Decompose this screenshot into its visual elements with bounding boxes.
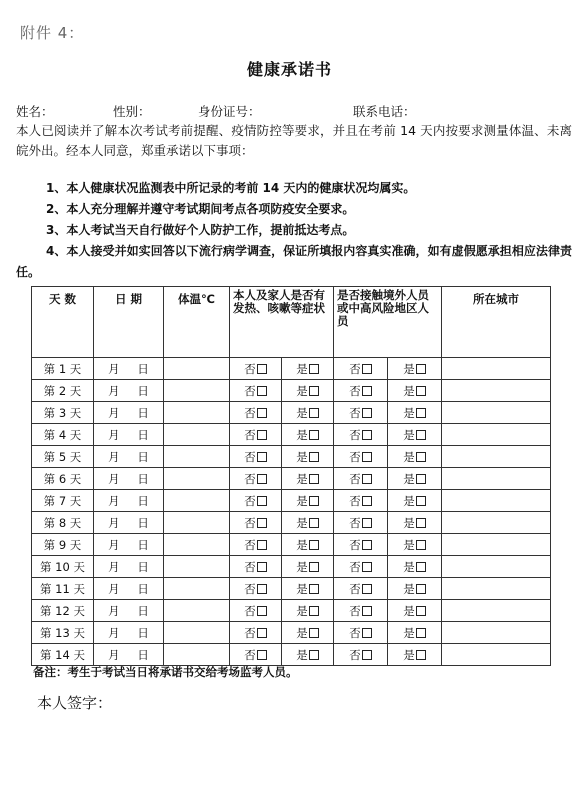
date-cell[interactable]: 月 日 [94,402,164,424]
contact-yes[interactable] [388,446,442,468]
checkbox-icon[interactable] [309,606,319,616]
date-cell[interactable]: 月 日 [94,446,164,468]
header-date: 日 期 [94,287,164,358]
symptom-no-label: 否 [244,537,256,552]
city-cell[interactable] [442,468,551,490]
checkbox-icon[interactable] [257,606,267,616]
temperature-cell[interactable] [164,556,230,578]
checkbox-icon[interactable] [362,408,372,418]
checkbox-icon[interactable] [257,518,267,528]
header-contact: 是否接触境外人员或中高风险地区人员 [334,287,442,358]
day-cell: 第 10 天 [32,556,94,578]
symptom-yes-label: 是 [296,581,308,596]
symptom-no[interactable] [230,358,282,380]
contact-no[interactable] [334,468,388,490]
contact-yes-label: 是 [403,449,415,464]
symptom-no[interactable] [230,380,282,402]
city-cell[interactable] [442,556,551,578]
symptom-no[interactable] [230,578,282,600]
name-field-label: 姓名： [16,104,54,119]
contact-yes-label: 是 [403,361,415,376]
day-cell: 第 5 天 [32,446,94,468]
table-row [32,468,551,490]
symptom-yes-label: 是 [296,383,308,398]
symptom-no[interactable] [230,490,282,512]
symptom-yes-label: 是 [296,449,308,464]
contact-yes[interactable] [388,424,442,446]
contact-yes-label: 是 [403,493,415,508]
symptom-yes[interactable] [282,468,334,490]
checkbox-icon[interactable] [416,540,426,550]
checkbox-icon[interactable] [362,474,372,484]
symptom-yes-label: 是 [296,405,308,420]
symptom-no-label: 否 [244,581,256,596]
table-row [32,534,551,556]
checkbox-icon[interactable] [309,452,319,462]
contact-yes[interactable] [388,402,442,424]
temperature-cell[interactable] [164,358,230,380]
table-row [32,578,551,600]
contact-no[interactable] [334,402,388,424]
symptom-yes[interactable] [282,622,334,644]
table-row [32,446,551,468]
checkbox-icon[interactable] [309,408,319,418]
health-monitor-table [31,286,551,666]
symptom-no-label: 否 [244,559,256,574]
contact-yes[interactable] [388,534,442,556]
checkbox-icon[interactable] [257,496,267,506]
temperature-cell[interactable] [164,600,230,622]
contact-no-label: 否 [349,383,361,398]
date-cell[interactable]: 月 日 [94,578,164,600]
checkbox-icon[interactable] [309,518,319,528]
checkbox-icon[interactable] [416,452,426,462]
day-cell: 第 1 天 [32,358,94,380]
checkbox-icon[interactable] [362,496,372,506]
commitment-item: 3、本人考试当天自行做好个人防护工作，提前抵达考点。 [46,223,355,237]
contact-yes[interactable] [388,358,442,380]
contact-no[interactable] [334,512,388,534]
symptom-yes[interactable] [282,424,334,446]
contact-yes[interactable] [388,556,442,578]
symptom-no-label: 否 [244,361,256,376]
contact-yes[interactable] [388,644,442,666]
date-cell[interactable]: 月 日 [94,380,164,402]
symptom-no-label: 否 [244,515,256,530]
checkbox-icon[interactable] [416,408,426,418]
temperature-cell[interactable] [164,446,230,468]
symptom-yes[interactable] [282,578,334,600]
symptom-yes-label: 是 [296,515,308,530]
checkbox-icon[interactable] [362,650,372,660]
date-cell[interactable]: 月 日 [94,490,164,512]
contact-yes-label: 是 [403,559,415,574]
day-cell: 第 13 天 [32,622,94,644]
date-cell[interactable]: 月 日 [94,556,164,578]
intro-paragraph: 本人已阅读并了解本次考试考前提醒、疫情防控等要求，并且在考前 14 天内按要求测量体温、未离皖外出。经本人同意，郑重承诺以下事项： [16,123,572,158]
contact-no-label: 否 [349,405,361,420]
contact-yes[interactable] [388,622,442,644]
city-cell[interactable] [442,402,551,424]
contact-yes-label: 是 [403,603,415,618]
symptom-yes[interactable] [282,402,334,424]
checkbox-icon[interactable] [257,452,267,462]
symptom-no[interactable] [230,512,282,534]
symptom-no-label: 否 [244,647,256,662]
symptom-no[interactable] [230,534,282,556]
temperature-cell[interactable] [164,402,230,424]
checkbox-icon[interactable] [416,628,426,638]
contact-no[interactable] [334,600,388,622]
checkbox-icon[interactable] [362,430,372,440]
temperature-cell[interactable] [164,622,230,644]
contact-no[interactable] [334,644,388,666]
date-cell[interactable]: 月 日 [94,424,164,446]
symptom-yes-label: 是 [296,559,308,574]
symptom-yes[interactable] [282,512,334,534]
commitment-item: 1、本人健康状况监测表中所记录的考前 14 天内的健康状况均属实。 [46,181,416,195]
contact-yes[interactable] [388,578,442,600]
symptom-no-label: 否 [244,449,256,464]
id-number-field-label: 身份证号： [198,104,261,119]
contact-no-label: 否 [349,581,361,596]
date-cell[interactable]: 月 日 [94,512,164,534]
contact-yes[interactable] [388,490,442,512]
contact-yes[interactable] [388,512,442,534]
checkbox-icon[interactable] [416,496,426,506]
contact-no[interactable] [334,380,388,402]
symptom-yes[interactable] [282,490,334,512]
day-cell: 第 7 天 [32,490,94,512]
city-cell[interactable] [442,534,551,556]
temperature-cell[interactable] [164,534,230,556]
symptom-no[interactable] [230,424,282,446]
checkbox-icon[interactable] [362,606,372,616]
checkbox-icon[interactable] [362,518,372,528]
city-cell[interactable] [442,512,551,534]
contact-no[interactable] [334,556,388,578]
city-cell[interactable] [442,358,551,380]
contact-no[interactable] [334,622,388,644]
day-cell: 第 11 天 [32,578,94,600]
contact-yes-label: 是 [403,647,415,662]
symptom-yes-label: 是 [296,493,308,508]
symptom-no-label: 否 [244,471,256,486]
city-cell[interactable] [442,446,551,468]
symptom-no[interactable] [230,446,282,468]
table-row [32,402,551,424]
symptom-no[interactable] [230,622,282,644]
checkbox-icon[interactable] [416,474,426,484]
header-temperature: 体温℃ [164,287,230,358]
contact-yes-label: 是 [403,427,415,442]
checkbox-icon[interactable] [257,584,267,594]
checkbox-icon[interactable] [416,364,426,374]
symptom-no-label: 否 [244,383,256,398]
symptom-yes-label: 是 [296,471,308,486]
symptom-no[interactable] [230,644,282,666]
symptom-no[interactable] [230,468,282,490]
checkbox-icon[interactable] [257,408,267,418]
checkbox-icon[interactable] [257,474,267,484]
contact-no-label: 否 [349,427,361,442]
city-cell[interactable] [442,622,551,644]
symptom-no-label: 否 [244,493,256,508]
checkbox-icon[interactable] [309,474,319,484]
day-cell: 第 3 天 [32,402,94,424]
checkbox-icon[interactable] [416,562,426,572]
symptom-yes-label: 是 [296,647,308,662]
contact-no-label: 否 [349,471,361,486]
checkbox-icon[interactable] [416,650,426,660]
header-days: 天 数 [32,287,94,358]
table-row [32,424,551,446]
contact-yes-label: 是 [403,625,415,640]
symptom-yes-label: 是 [296,427,308,442]
day-cell: 第 8 天 [32,512,94,534]
checkbox-icon[interactable] [257,364,267,374]
contact-no-label: 否 [349,537,361,552]
contact-no-label: 否 [349,625,361,640]
contact-no-label: 否 [349,361,361,376]
table-header-row [32,287,551,358]
checkbox-icon[interactable] [416,430,426,440]
symptom-yes[interactable] [282,556,334,578]
temperature-cell[interactable] [164,468,230,490]
day-cell: 第 12 天 [32,600,94,622]
contact-no-label: 否 [349,647,361,662]
symptom-yes[interactable] [282,358,334,380]
checkbox-icon[interactable] [257,386,267,396]
contact-no[interactable] [334,446,388,468]
checkbox-icon[interactable] [309,584,319,594]
checkbox-icon[interactable] [309,628,319,638]
city-cell[interactable] [442,490,551,512]
city-cell[interactable] [442,424,551,446]
date-cell[interactable]: 月 日 [94,644,164,666]
contact-yes-label: 是 [403,537,415,552]
checkbox-icon[interactable] [257,628,267,638]
day-cell: 第 14 天 [32,644,94,666]
contact-yes-label: 是 [403,471,415,486]
contact-yes-label: 是 [403,383,415,398]
checkbox-icon[interactable] [257,540,267,550]
table-row [32,380,551,402]
checkbox-icon[interactable] [309,496,319,506]
contact-yes-label: 是 [403,405,415,420]
contact-no[interactable] [334,358,388,380]
commitment-list [16,178,572,283]
checkbox-icon[interactable] [362,452,372,462]
symptom-no-label: 否 [244,603,256,618]
symptom-no[interactable] [230,402,282,424]
contact-no[interactable] [334,534,388,556]
phone-field-label: 联系电话： [353,104,416,119]
symptom-yes-label: 是 [296,603,308,618]
temperature-cell[interactable] [164,424,230,446]
signature-label: 本人签字： [37,694,113,712]
attachment-label: 附件 4： [20,24,85,42]
temperature-cell[interactable] [164,380,230,402]
checkbox-icon[interactable] [309,562,319,572]
sex-field-label: 性别： [113,104,151,119]
contact-no[interactable] [334,424,388,446]
checkbox-icon[interactable] [416,386,426,396]
contact-no-label: 否 [349,449,361,464]
symptom-yes-label: 是 [296,537,308,552]
city-cell[interactable] [442,644,551,666]
checkbox-icon[interactable] [309,364,319,374]
checkbox-icon[interactable] [309,540,319,550]
day-cell: 第 6 天 [32,468,94,490]
day-cell: 第 2 天 [32,380,94,402]
symptom-yes[interactable] [282,644,334,666]
symptom-yes-label: 是 [296,625,308,640]
checkbox-icon[interactable] [362,386,372,396]
symptom-no-label: 否 [244,427,256,442]
temperature-cell[interactable] [164,490,230,512]
checkbox-icon[interactable] [416,606,426,616]
date-cell[interactable]: 月 日 [94,468,164,490]
checkbox-icon[interactable] [416,518,426,528]
symptom-yes[interactable] [282,534,334,556]
checkbox-icon[interactable] [309,650,319,660]
header-symptom: 本人及家人是否有发热、咳嗽等症状 [230,287,334,358]
checkbox-icon[interactable] [257,650,267,660]
checkbox-icon[interactable] [309,430,319,440]
table-row [32,512,551,534]
checkbox-icon[interactable] [362,540,372,550]
note-text: 备注：考生于考试当日将承诺书交给考场监考人员。 [33,665,298,679]
symptom-yes[interactable] [282,380,334,402]
contact-yes-label: 是 [403,515,415,530]
symptom-no-label: 否 [244,625,256,640]
contact-yes[interactable] [388,468,442,490]
table-row [32,556,551,578]
checkbox-icon[interactable] [257,430,267,440]
table-row [32,644,551,666]
date-cell[interactable]: 月 日 [94,600,164,622]
contact-no[interactable] [334,578,388,600]
day-cell: 第 4 天 [32,424,94,446]
checkbox-icon[interactable] [362,364,372,374]
date-cell[interactable]: 月 日 [94,358,164,380]
symptom-yes[interactable] [282,446,334,468]
header-city: 所在城市 [442,287,551,358]
contact-no-label: 否 [349,603,361,618]
symptom-yes-label: 是 [296,361,308,376]
symptom-no[interactable] [230,556,282,578]
date-cell[interactable]: 月 日 [94,534,164,556]
table-row [32,490,551,512]
commitment-item: 4、本人接受并如实回答以下流行病学调查，保证所填报内容真实准确，如有虚假愿承担相应法律责任。 [16,244,572,279]
commitment-item: 2、本人充分理解并遵守考试期间考点各项防疫安全要求。 [46,202,355,216]
temperature-cell[interactable] [164,578,230,600]
table-row [32,358,551,380]
day-cell: 第 9 天 [32,534,94,556]
contact-no-label: 否 [349,515,361,530]
city-cell[interactable] [442,600,551,622]
date-cell[interactable]: 月 日 [94,622,164,644]
contact-no[interactable] [334,490,388,512]
contact-yes[interactable] [388,600,442,622]
contact-no-label: 否 [349,559,361,574]
symptom-no[interactable] [230,600,282,622]
temperature-cell[interactable] [164,512,230,534]
contact-yes-label: 是 [403,581,415,596]
contact-no-label: 否 [349,493,361,508]
checkbox-icon[interactable] [362,628,372,638]
table-row [32,622,551,644]
city-cell[interactable] [442,380,551,402]
city-cell[interactable] [442,578,551,600]
checkbox-icon[interactable] [309,386,319,396]
page-title: 健康承诺书 [246,60,332,79]
temperature-cell[interactable] [164,644,230,666]
symptom-no-label: 否 [244,405,256,420]
symptom-yes[interactable] [282,600,334,622]
checkbox-icon[interactable] [362,584,372,594]
checkbox-icon[interactable] [257,562,267,572]
table-row [32,600,551,622]
checkbox-icon[interactable] [362,562,372,572]
contact-yes[interactable] [388,380,442,402]
checkbox-icon[interactable] [416,584,426,594]
